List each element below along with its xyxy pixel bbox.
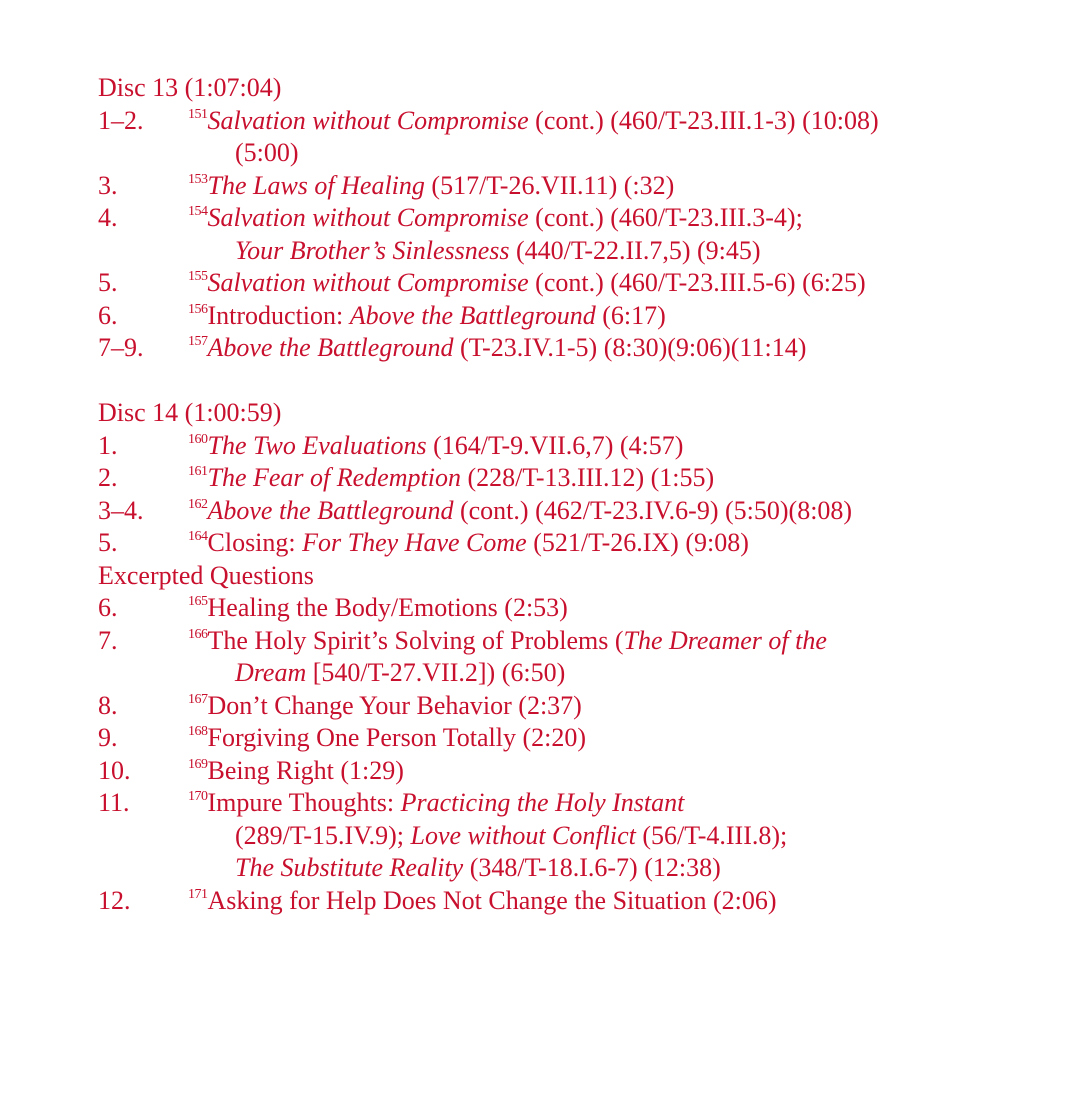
title-italic: Your Brother’s Sinlessness [235,235,510,265]
track-continuation-line [188,235,1058,268]
track-number: 6. [98,300,118,330]
track-line [188,690,1058,723]
reference-number: 156 [188,301,208,317]
track-line [188,592,1058,625]
title-italic: For They Have Come [302,528,527,557]
excerpted-questions-tracks [98,592,1058,917]
disc-13-heading: Disc 13 (1:07:04) [98,73,282,102]
text-segment: (228/T-13.III.12) (1:55) [460,463,715,492]
reference-number: 168 [188,724,208,739]
track-description [188,267,1058,300]
title-italic: Love without Conflict [410,820,636,850]
title-italic: Salvation without Compromise [207,268,529,297]
text-segment: Introduction: [207,300,350,330]
track-description [188,300,1058,333]
track-number: 3–4. [98,495,144,525]
track-continuation-line [188,820,1058,853]
text-segment: (440/T-22.II.7,5) (9:45) [509,235,761,265]
track-line [188,495,1058,528]
text-segment: Closing: [207,528,303,557]
track-number: 8. [98,690,118,720]
track-number: 2. [98,463,118,492]
track-description [188,527,1058,560]
track-number: 5. [98,528,118,557]
disc-14-heading: Disc 14 (1:00:59) [98,398,282,427]
text-segment: Asking for Help Does Not Change the Situation (2:06) [207,885,777,915]
reference-number: 160 [188,431,208,447]
text-segment: (6:17) [595,300,666,330]
title-italic: The Dreamer of the [623,625,827,655]
track-entry [98,787,1058,885]
reference-number: 170 [188,789,208,804]
title-italic: The Laws of Healing [207,170,425,200]
track-listing [98,72,1058,917]
track-number: 11. [98,788,130,817]
text-segment: Impure Thoughts: [207,788,401,817]
track-number: 4. [98,203,118,232]
reference-number: 161 [188,464,208,479]
title-italic: Above the Battleground [207,333,454,362]
track-description [188,170,1058,203]
track-entry [98,527,1058,560]
text-segment: (348/T-18.I.6-7) (12:38) [463,853,721,882]
track-number: 7–9. [98,333,144,362]
title-italic: The Substitute Reality [235,853,464,882]
section-gap [98,365,1058,398]
track-line [188,300,1058,333]
track-entry [98,885,1058,918]
track-description [188,722,1058,755]
title-italic: Practicing the Holy Instant [400,788,685,817]
text-segment: (289/T-15.IV.9); [235,820,411,850]
track-line [188,625,1058,658]
reference-number: 153 [188,171,208,187]
track-entry [98,625,1058,690]
track-entry [98,755,1058,788]
track-entry [98,462,1058,495]
title-italic: Salvation without Compromise [207,105,529,135]
title-italic: Above the Battleground [349,300,596,330]
text-segment: (cont.) (460/T-23.III.1-3) (10:08) [528,105,879,135]
track-description [188,495,1058,528]
reference-number: 157 [188,334,208,349]
text-segment: (521/T-26.IX) (9:08) [526,528,749,557]
track-line [188,527,1058,560]
disc-13-tracks [98,105,1058,365]
track-entry [98,690,1058,723]
text-segment: [540/T-27.VII.2]) (6:50) [306,658,566,687]
track-entry [98,430,1058,463]
track-line [188,332,1058,365]
text-segment: (517/T-26.VII.11) (:32) [424,170,675,200]
track-description [188,885,1058,918]
reference-number: 169 [188,756,208,772]
reference-number: 167 [188,691,208,707]
title-italic: The Fear of Redemption [207,463,461,492]
track-entry [98,300,1058,333]
track-description [188,202,1058,267]
track-description [188,787,1058,885]
track-entry [98,202,1058,267]
track-entry [98,495,1058,528]
track-line [188,755,1058,788]
reference-number: 162 [188,496,208,512]
reference-number: 154 [188,204,208,219]
track-entry [98,105,1058,170]
text-segment: The Holy Spirit’s Solving of Problems ( [207,625,624,655]
track-entry [98,332,1058,365]
track-continuation-line [188,137,1058,170]
reference-number: 151 [188,106,208,122]
track-number: 12. [98,885,131,915]
title-italic: Dream [235,658,307,687]
track-line [188,787,1058,820]
track-entry [98,722,1058,755]
track-number: 3. [98,170,118,200]
track-line [188,722,1058,755]
track-number: 1. [98,430,118,460]
track-number: 9. [98,723,118,752]
text-segment: (cont.) (460/T-23.III.3-4); [528,203,803,232]
reference-number: 166 [188,626,208,642]
text-segment: (cont.) (460/T-23.III.5-6) (6:25) [528,268,866,297]
text-segment: Don’t Change Your Behavior (2:37) [207,690,582,720]
track-entry [98,170,1058,203]
title-italic: Salvation without Compromise [207,203,529,232]
title-italic: The Two Evaluations [207,430,427,460]
track-number: 10. [98,755,131,785]
track-line [188,170,1058,203]
track-description [188,462,1058,495]
title-italic: Above the Battleground [207,495,454,525]
track-description [188,105,1058,170]
track-description [188,690,1058,723]
text-segment: (5:00) [235,138,299,167]
text-segment: (56/T-4.III.8); [635,820,788,850]
text-segment: (164/T-9.VII.6,7) (4:57) [426,430,684,460]
text-segment: (T-23.IV.1-5) (8:30)(9:06)(11:14) [453,333,807,362]
track-continuation-line [188,852,1058,885]
text-segment: (cont.) (462/T-23.IV.6-9) (5:50)(8:08) [453,495,853,525]
track-number: 6. [98,593,118,622]
reference-number: 171 [188,886,208,902]
track-line [188,105,1058,138]
text-segment: Being Right (1:29) [207,755,404,785]
track-entry [98,592,1058,625]
disc-14-tracks [98,430,1058,560]
text-segment: Healing the Body/Emotions (2:53) [207,593,568,622]
track-number: 5. [98,268,118,297]
reference-number: 155 [188,269,208,284]
track-description [188,592,1058,625]
track-line [188,430,1058,463]
track-number: 1–2. [98,105,144,135]
track-line [188,202,1058,235]
text-segment: Forgiving One Person Totally (2:20) [207,723,587,752]
track-line [188,462,1058,495]
track-description [188,755,1058,788]
track-entry [98,267,1058,300]
track-continuation-line [188,657,1058,690]
track-description [188,332,1058,365]
track-line [188,267,1058,300]
track-line [188,885,1058,918]
track-number: 7. [98,625,118,655]
excerpted-questions-heading: Excerpted Questions [98,560,314,590]
track-description [188,625,1058,690]
reference-number: 164 [188,529,208,544]
reference-number: 165 [188,594,208,609]
track-description [188,430,1058,463]
